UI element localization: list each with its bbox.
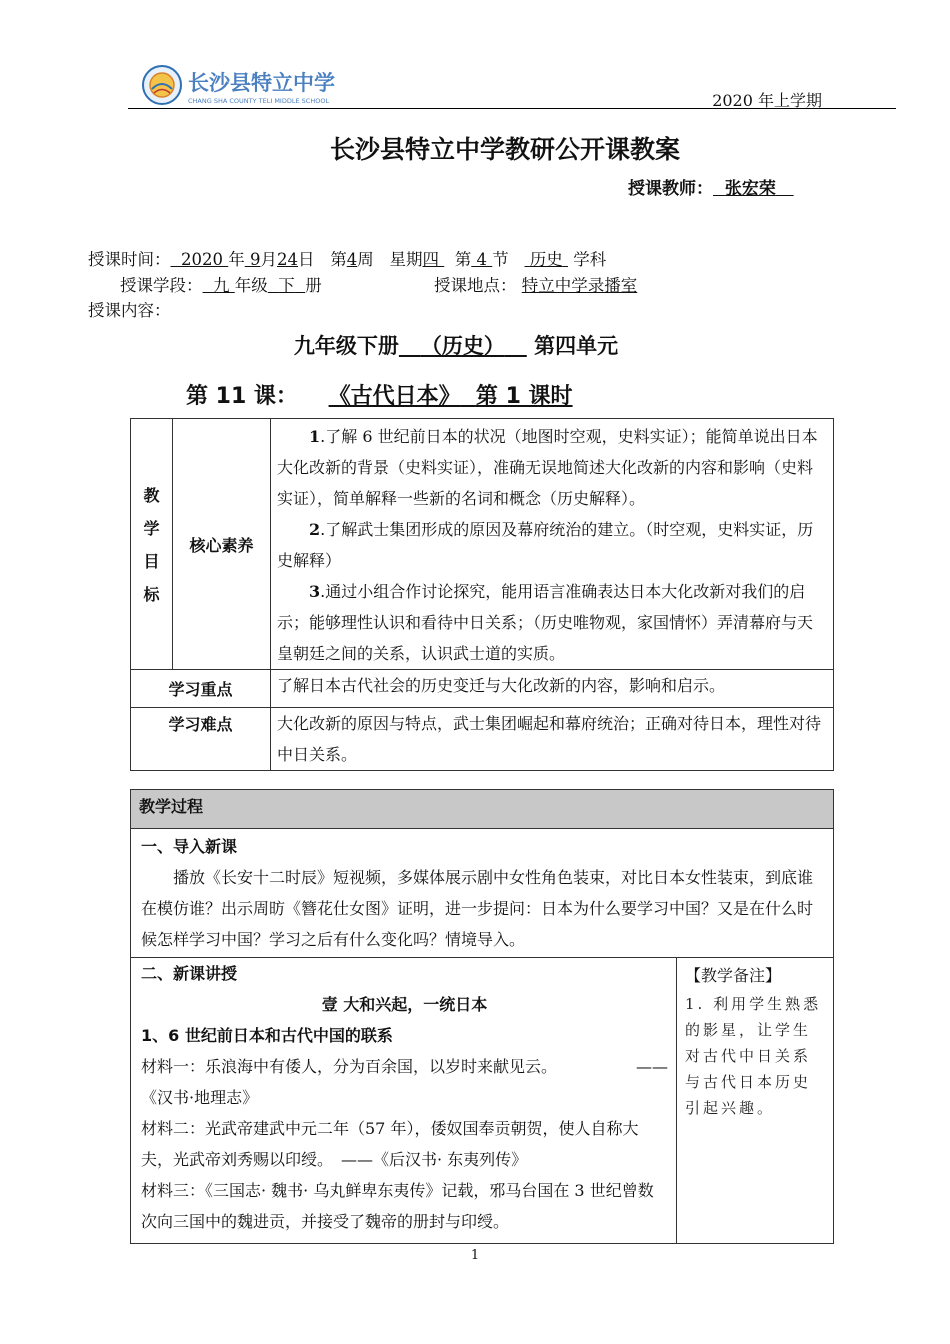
key-point-label: 学习重点 (131, 670, 271, 708)
goals-label-cell (131, 419, 173, 670)
teacher-label: 授课教师： (628, 179, 713, 199)
goals-label-char: 学 (143, 519, 160, 538)
year-value: 2020 (181, 250, 223, 269)
material-three: 材料三：《三国志· 魏书· 乌丸鲜卑东夷传》记载，邪马台国在 3 世纪曾数次向三国中的魏进贡，并接受了魏帝的册封与印绶。 (141, 1181, 654, 1231)
intro-section (131, 829, 834, 958)
sub-title: 1、6 世纪前日本和古代中国的联系 (141, 1026, 393, 1045)
lesson-number: 第 11 课： (186, 384, 298, 409)
notes-title: 【教学备注】 (685, 966, 782, 985)
section-title: 壹 大和兴起，一统日本 (321, 995, 488, 1014)
lesson-name: 《古代日本》 (328, 384, 461, 409)
grade-unit: 年级 (234, 276, 268, 295)
material-one (141, 1051, 668, 1082)
logo-subtext: CHANG SHA COUNTY TELI MIDDLE SCHOOL (188, 97, 330, 105)
period-prefix: 第 (454, 250, 472, 269)
unit-title (0, 330, 912, 360)
grade-value: 九 (213, 276, 230, 295)
goals-table (130, 418, 834, 771)
time-line (88, 246, 606, 270)
week-value: 4 (346, 250, 358, 269)
week-unit: 周 (357, 250, 374, 269)
month-unit: 月 (260, 250, 277, 269)
goals-label-char: 标 (143, 585, 160, 604)
lesson-period: 第 1 课时 (475, 384, 573, 409)
process-table (130, 789, 834, 1244)
material-two: 材料二：光武帝建武中元二年（57 年），倭奴国奉贡朝贺，使人自称大夫，光武帝刘秀赐以印绶。 ——《后汉书· 东夷列传》 (141, 1119, 639, 1169)
intro-text: 播放《长安十二时辰》短视频，多媒体展示剧中女性角色装束，对比日本女性装束，到底谁在模仿谁？出示周昉《簪花仕女图》证明，进一步提问：日本为什么要学习中国？又是在什么时候怎样学习中国？学习之后有什么变化吗？情境导入。 (141, 868, 814, 949)
weekday-value: 四 (422, 250, 439, 269)
intro-title: 一、导入新课 (141, 837, 238, 856)
material-one-dash: —— (636, 1057, 668, 1076)
key-point-text: 了解日本古代社会的历史变迁与大化改新的内容，影响和启示。 (271, 670, 834, 708)
teaching-notes (677, 958, 834, 1244)
goals-label-char: 目 (143, 552, 160, 571)
month-value: 9 (250, 250, 261, 269)
goal-item: 3.通过小组合作讨论探究，能用语言准确表达日本大化改新对我们的启示；能够理性认识和看待中日关系；（历史唯物观，家国情怀）弄清幕府与天皇朝廷之间的关系，认识武士道的实质。 (277, 582, 814, 663)
new-lesson-section (131, 958, 677, 1244)
material-one-source: 《汉书·地理志》 (141, 1088, 259, 1107)
document-title: 长沙县特立中学教研公开课教案 (329, 135, 680, 164)
core-label: 核心素养 (173, 419, 271, 670)
logo-text: 长沙县特立中学 (188, 71, 335, 95)
notes-text: 1. 利用学生熟悉的影星，让学生对古代中日关系与古代日本历史引起兴趣。 (685, 995, 822, 1117)
volume-unit: 册 (305, 276, 322, 295)
goals-label-char: 教 (143, 486, 160, 505)
school-logo (140, 62, 350, 108)
subject-unit: 学科 (573, 250, 607, 269)
stage-label: 授课学段： (120, 276, 203, 295)
process-header: 教学过程 (131, 790, 834, 829)
teacher-line (628, 174, 794, 199)
place-label: 授课地点： (434, 276, 517, 295)
weekday-label: 星期 (389, 250, 423, 269)
unit-title-pre: 九年级下册 (293, 334, 399, 358)
goal-item: 2.了解武士集团形成的原因及幕府统治的建立。（时空观，史料实证，历史解释） (277, 520, 814, 570)
unit-title-unit: 第四单元 (534, 334, 619, 358)
page-number: 1 (470, 1248, 480, 1263)
year-unit: 年 (228, 250, 245, 269)
semester-label: 2020 年上学期 (712, 91, 822, 110)
day-unit: 日 (298, 250, 315, 269)
difficulty-label: 学习难点 (131, 708, 271, 771)
time-label: 授课时间： (88, 250, 171, 269)
subject-value: 历史 (529, 250, 563, 269)
unit-title-subject: （历史） (420, 334, 505, 358)
lesson-title (186, 379, 573, 410)
goal-item: 1.了解 6 世纪前日本的状况（地图时空观，史料实证）；能简单说出日本大化改新的背景（史料实证），准确无误地简述大化改新的内容和影响（史料实证），简单解释一些新的名词和概念（历史解释）。 (277, 427, 818, 508)
period-unit: 节 (492, 250, 509, 269)
header-divider (128, 108, 896, 109)
day-value: 24 (277, 250, 298, 269)
teacher-name: 张宏荣 (724, 179, 776, 199)
difficulty-text: 大化改新的原因与特点，武士集团崛起和幕府统治；正确对待日本，理性对待中日关系。 (271, 708, 834, 771)
new-lesson-title: 二、新课讲授 (141, 964, 238, 983)
place-value: 特立中学录播室 (521, 276, 638, 295)
content-label: 授课内容： (88, 301, 171, 320)
place-line (434, 272, 637, 296)
material-one-text: 材料一：乐浪海中有倭人，分为百余国，以岁时来献见云。 (141, 1057, 558, 1076)
volume-value: 下 (278, 276, 295, 295)
goals-content (271, 419, 834, 670)
stage-line (120, 272, 322, 296)
week-prefix: 第 (330, 250, 347, 269)
period-value: 4 (476, 250, 487, 269)
